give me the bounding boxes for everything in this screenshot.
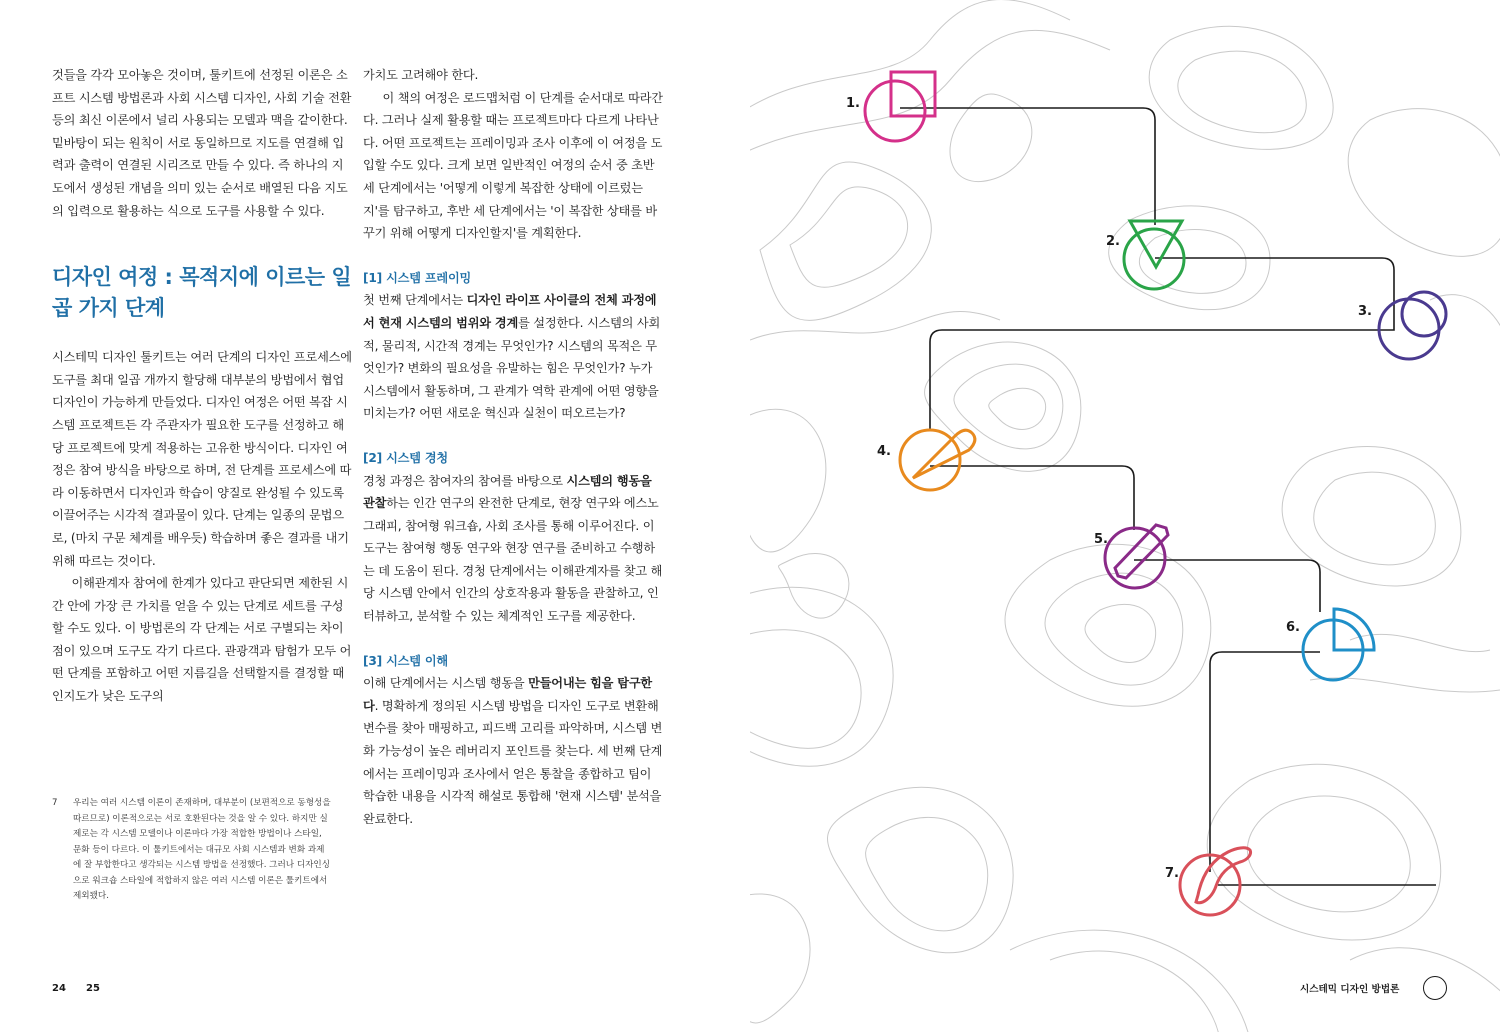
body-paragraph: 시스테믹 디자인 툴키트는 여러 단계의 디자인 프로세스에 도구를 최대 일곱 개까지 할당해 대부분의 방법에서 협업 디자인이 가능하게 만들었다. 디자인 여정은 어떤 복잡 시스템 프로젝트든 각 주관자가 필요한 도구를 선정하고 해당 프로젝트에 맞게 적용하는 고유한 방식이다. 디자인 여정은 참여 방식을 바탕으로 하며, 전 단계를 프로세스에 따라 이동하면서 디자인과 학습이 양질로 완성될 수 있도록 이끌어주는 시각적 결과물이 있다. 단계는 일종의 문법으로, (마치 구문 체계를 배우듯) 학습하며 좋은 결과를 내기 위해 따르는 것이다. [52, 350, 352, 568]
step-4-label: 4. [877, 444, 891, 459]
page-number-left: 24 [52, 983, 66, 994]
step-1-paragraph [363, 289, 663, 425]
step-5-label: 5. [1094, 532, 1108, 547]
step-5-icon [1105, 525, 1168, 588]
text-run: 하는 인간 연구의 완전한 단계로, 현장 연구와 에스노그래피, 참여형 워크숍, 사회 조사를 통해 이루어진다. 이 도구는 참여형 행동 연구와 현장 연구를 준비하고 수행하는 데 도움이 된다. 경청 단계에서는 이해관계자를 찾고 해당 시스템 안에서 인간의 상호작용과 활동을 관찰하고, 인터뷰하고, 분석할 수 있는 체계적인 도구를 제공한다. [363, 496, 663, 624]
journey-map [750, 0, 1500, 1032]
step-3-title: [3] 시스템 이해 [363, 653, 448, 668]
step-1-title: [1] 시스템 프레이밍 [363, 270, 472, 285]
topographic-contours [750, 0, 1500, 1032]
text-run: 첫 번째 단계에서는 [363, 293, 467, 308]
step-2-title: [2] 시스템 경청 [363, 450, 448, 465]
text-run: . 명확하게 정의된 시스템 방법을 디자인 도구로 변환해 변수를 찾아 매핑하고, 피드백 고리를 파악하며, 시스템 변화 가능성이 높은 레버리지 포인트를 찾는다. 세 번째 단계에서는 프레이밍과 조사에서 얻은 통찰을 종합하고 팀이 학습한 내용을 시각적 해설로 통합해 '현재 시스템' 분석을 완료한다. [363, 698, 663, 826]
text-column-left [52, 64, 352, 708]
footnote-number: 7 [52, 798, 58, 808]
bold-text-run: 시스템의 행동을 관찰 [363, 473, 652, 511]
step-3-paragraph [363, 672, 663, 830]
section-heading: 디자인 여정 : 목적지에 이르는 일곱 가지 단계 [52, 265, 352, 321]
step-2-icon [1124, 221, 1184, 289]
text-run: 경청 과정은 참여자의 참여를 바탕으로 [363, 473, 567, 488]
running-head: 시스테믹 디자인 방법론 [1300, 984, 1400, 995]
step-6-label: 6. [1286, 620, 1300, 635]
step-2-label: 2. [1106, 234, 1120, 249]
step-7-label: 7. [1165, 866, 1179, 881]
step-3-label: 3. [1358, 304, 1372, 319]
step-6-icon [1303, 609, 1374, 680]
body-paragraph: 이 책의 여정은 로드맵처럼 이 단계를 순서대로 따라간다. 그러나 실제 활용할 때는 프로젝트마다 다르게 나타난다. 어떤 프로젝트는 프레이밍과 조사 이후에 이 여정을 도입할 수도 있다. 크게 보면 일반적인 여정의 순서 중 초반 세 단계에서는 '어떻게 이렇게 복잡한 상태에 이르렀는지'를 탐구하고, 후반 세 단계에서는 '이 복잡한 상태를 바꾸기 위해 어떻게 디자인할지'를 계획한다. [363, 90, 663, 241]
step-7-icon [1180, 848, 1251, 915]
body-paragraph: 가치도 고려해야 한다. [363, 68, 479, 82]
page-number-right: 25 [86, 983, 100, 994]
step-1-label: 1. [846, 96, 860, 111]
running-head-circle-icon [1423, 976, 1447, 1000]
body-paragraph: 이해관계자 참여에 한계가 있다고 판단되면 제한된 시간 안에 가장 큰 가치를 얻을 수 있는 단계로 세트를 구성할 수도 있다. 이 방법론의 각 단계는 서로 구별되는 차이점이 있으며 도구도 각기 다르다. 관광객과 탐험가 모두 어떤 단계를 포함하고 어떤 지름길을 선택할지를 결정할 때 인지도가 낮은 도구의 [52, 576, 352, 704]
bold-text-run: 만들어내는 힘을 탐구한다 [363, 676, 652, 713]
intro-paragraph: 것들을 각각 모아놓은 것이며, 툴키트에 선정된 이론은 소프트 시스템 방법론과 사회 시스템 디자인, 사회 기술 전환 등의 최신 이론에서 널리 사용되는 모델과 맥을 같이한다. 밑바탕이 되는 원칙이 서로 동일하므로 지도를 연결해 입력과 출력이 연결된 시리즈로 만들 수 있다. 즉 하나의 지도에서 생성된 개념을 의미 있는 순서로 배열된 다음 지도의 입력으로 활용하는 식으로 도구를 사용할 수 있다. [52, 68, 352, 218]
step-3-icon [1379, 292, 1446, 359]
step-2-paragraph [363, 470, 663, 628]
footnote [52, 796, 332, 905]
text-run: 이해 단계에서는 시스템 행동을 [363, 676, 529, 691]
text-column-right [363, 64, 663, 830]
text-run: 를 설정한다. 시스템의 사회적, 물리적, 시간적 경계는 무엇인가? 시스템의 목적은 무엇인가? 변화의 필요성을 유발하는 힘은 무엇인가? 누가 시스템에서 활동하며, 그 관계가 역학 관계에 어떤 영향을 미치는가? 어떤 새로운 혁신과 실천이 떠오르는가? [363, 315, 661, 421]
step-1-icon [865, 72, 935, 141]
journey-route [900, 108, 1436, 885]
step-4-icon [900, 430, 975, 490]
footnote-text: 우리는 여러 시스템 이론이 존재하며, 대부분이 (보편적으로 동형성을 따르므로) 이론적으로는 서로 호환된다는 것을 알 수 있다. 하지만 실제로는 각 시스템 모델이나 이론마다 가장 적합한 방법이나 스타일, 문화 등이 다르다. 이 툴키트에서는 대규모 사회 시스템과 변화 과제에 잘 부합한다고 생각되는 시스템 방법을 선정했다. 그러나 디자인싱으로 워크숍 스타일에 적합하지 않은 여러 시스템 이론은 툴키트에서 제외됐다. [73, 798, 331, 901]
right-page [750, 0, 1500, 1032]
bold-text-run: 디자인 라이프 사이클의 전체 과정에서 현재 시스템의 범위와 경계 [363, 293, 657, 330]
